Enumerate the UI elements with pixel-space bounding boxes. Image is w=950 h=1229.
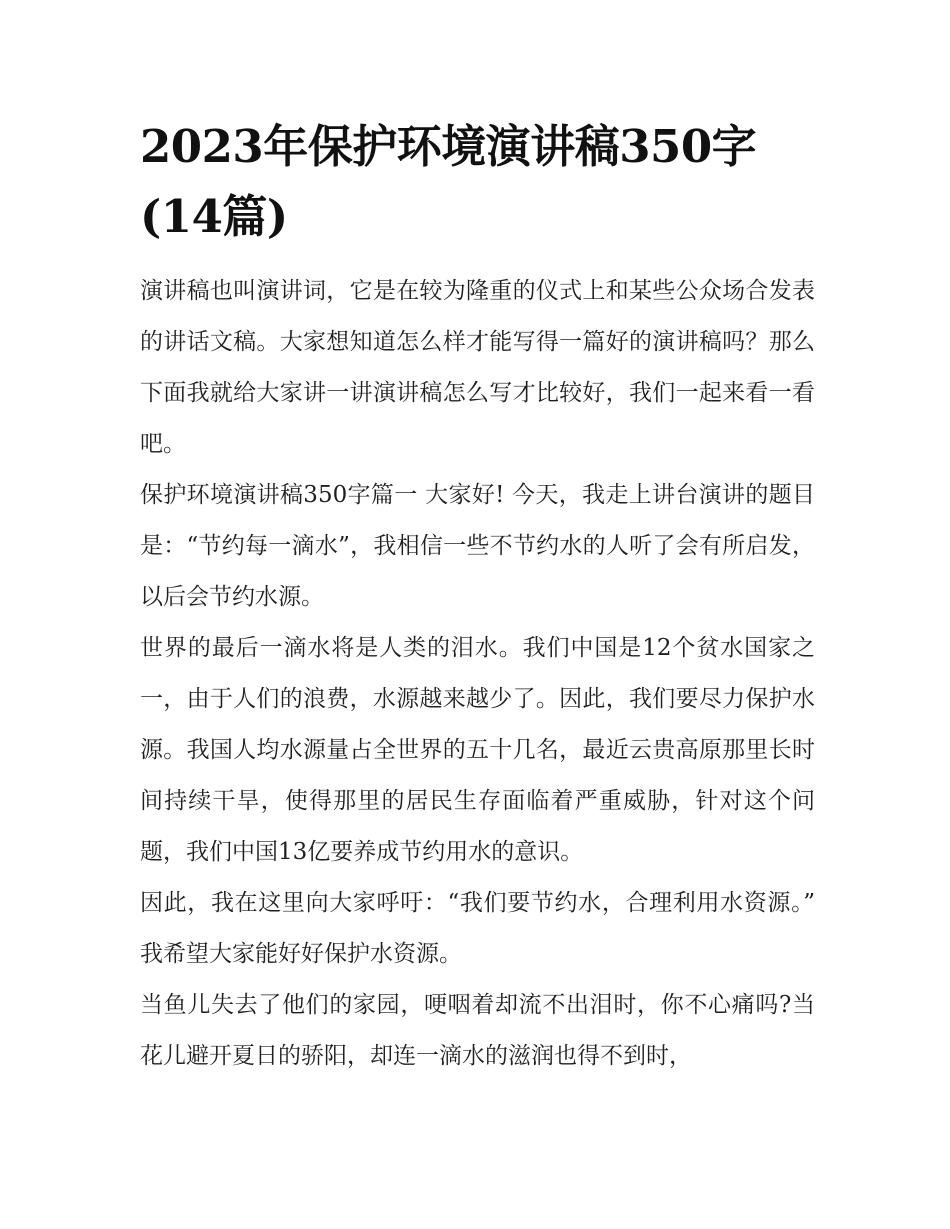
paragraph-intro: 演讲稿也叫演讲词，它是在较为隆重的仪式上和某些公众场合发表的讲话文稿。大家想知道怎么样才能写得一篇好的演讲稿吗？那么下面我就给大家讲一讲演讲稿怎么写才比较好，我们一起来看一看吧。 <box>140 278 815 457</box>
document-body <box>140 112 815 1082</box>
paragraph-water-shortage: 世界的最后一滴水将是人类的泪水。我们中国是12个贫水国家之一，由于人们的浪费，水源越来越少了。因此，我们要尽力保护水源。我国人均水源量占全世界的五十几名，最近云贵高原那里长时间持续干旱，使得那里的居民生存面临着严重威胁，针对这个问题，我们中国13亿要养成节约用水的意识。 <box>140 635 815 865</box>
paragraph-speech-opening: 保护环境演讲稿350字篇一 大家好! 今天，我走上讲台演讲的题目是：“节约每一滴水”，我相信一些不节约水的人听了会有所启发，以后会节约水源。 <box>140 482 815 610</box>
document-title: 2023年保护环境演讲稿350字(14篇) <box>140 120 757 243</box>
paragraph-fish-flowers: 当鱼儿失去了他们的家园，哽咽着却流不出泪时，你不心痛吗?当花儿避开夏日的骄阳，却连一滴水的滋润也得不到时， <box>140 992 815 1069</box>
paragraph-appeal: 因此，我在这里向大家呼吁：“我们要节约水，合理利用水资源。” 我希望大家能好好保护水资源。 <box>140 890 815 967</box>
